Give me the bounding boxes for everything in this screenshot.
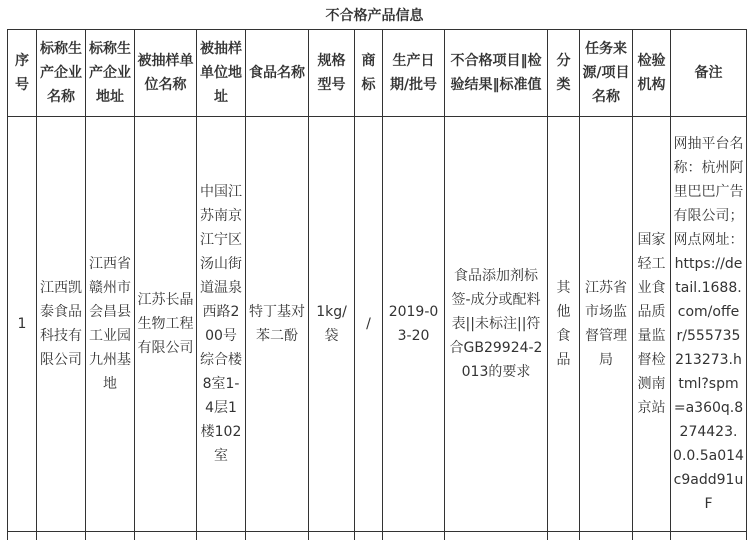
col-category: 分类 xyxy=(548,30,580,117)
table-row xyxy=(8,117,747,532)
cell-category: 其他食品 xyxy=(548,117,580,532)
header-row xyxy=(8,30,747,117)
col-production-date: 生产日期/批号 xyxy=(383,30,445,117)
page-title: 不合格产品信息 xyxy=(325,8,424,24)
col-failed-item: 不合格项目‖检验结果‖标准值 xyxy=(445,30,548,117)
cell-inspection-agency: 国家轻工业食品质量监督检测南京站 xyxy=(633,117,671,532)
products-table xyxy=(7,29,747,540)
col-sampled-unit-address: 被抽样单位地址 xyxy=(197,30,246,117)
empty-cell xyxy=(135,532,197,540)
empty-cell xyxy=(8,532,37,540)
table-row-partial xyxy=(8,532,747,540)
empty-cell xyxy=(86,532,135,540)
col-manufacturer-name: 标称生产企业名称 xyxy=(37,30,86,117)
col-inspection-agency: 检验机构 xyxy=(633,30,671,117)
empty-cell xyxy=(633,532,671,540)
col-remarks: 备注 xyxy=(671,30,747,117)
empty-cell xyxy=(548,532,580,540)
col-manufacturer-address: 标称生产企业地址 xyxy=(86,30,135,117)
col-trademark: 商标 xyxy=(355,30,383,117)
col-food-name: 食品名称 xyxy=(246,30,309,117)
cell-sampled-unit-address: 中国江苏南京江宁区汤山街道温泉西路200号综合楼8室1-4层1楼102室 xyxy=(197,117,246,532)
empty-cell xyxy=(671,532,747,540)
cell-manufacturer-name: 江西凯泰食品科技有限公司 xyxy=(37,117,86,532)
col-seq: 序号 xyxy=(8,30,37,117)
col-sampled-unit-name: 被抽样单位名称 xyxy=(135,30,197,117)
empty-cell xyxy=(37,532,86,540)
cell-task-source: 江苏省市场监督管理局 xyxy=(580,117,633,532)
cell-trademark: / xyxy=(355,117,383,532)
cell-manufacturer-address: 江西省赣州市会昌县工业园九州基地 xyxy=(86,117,135,532)
empty-cell xyxy=(309,532,355,540)
empty-cell xyxy=(246,532,309,540)
cell-spec-model: 1kg/袋 xyxy=(309,117,355,532)
cell-production-date: 2019-03-20 xyxy=(383,117,445,532)
cell-seq: 1 xyxy=(8,117,37,532)
empty-cell xyxy=(383,532,445,540)
cell-failed-item: 食品添加剂标签-成分或配料表||未标注||符合GB29924-2013的要求 xyxy=(445,117,548,532)
cell-food-name: 特丁基对苯二酚 xyxy=(246,117,309,532)
cell-sampled-unit-name: 江苏长晶生物工程有限公司 xyxy=(135,117,197,532)
empty-cell xyxy=(197,532,246,540)
empty-cell xyxy=(445,532,548,540)
col-spec-model: 规格型号 xyxy=(309,30,355,117)
empty-cell xyxy=(355,532,383,540)
col-task-source: 任务来源/项目名称 xyxy=(580,30,633,117)
empty-cell xyxy=(580,532,633,540)
cell-remarks: 网抽平台名称：杭州阿里巴巴广告有限公司；网点网址：https://detail.1688.com/offer/555735213273.html?spm=a360q.8274423.0.0.5a014c9add91uF xyxy=(671,117,747,532)
